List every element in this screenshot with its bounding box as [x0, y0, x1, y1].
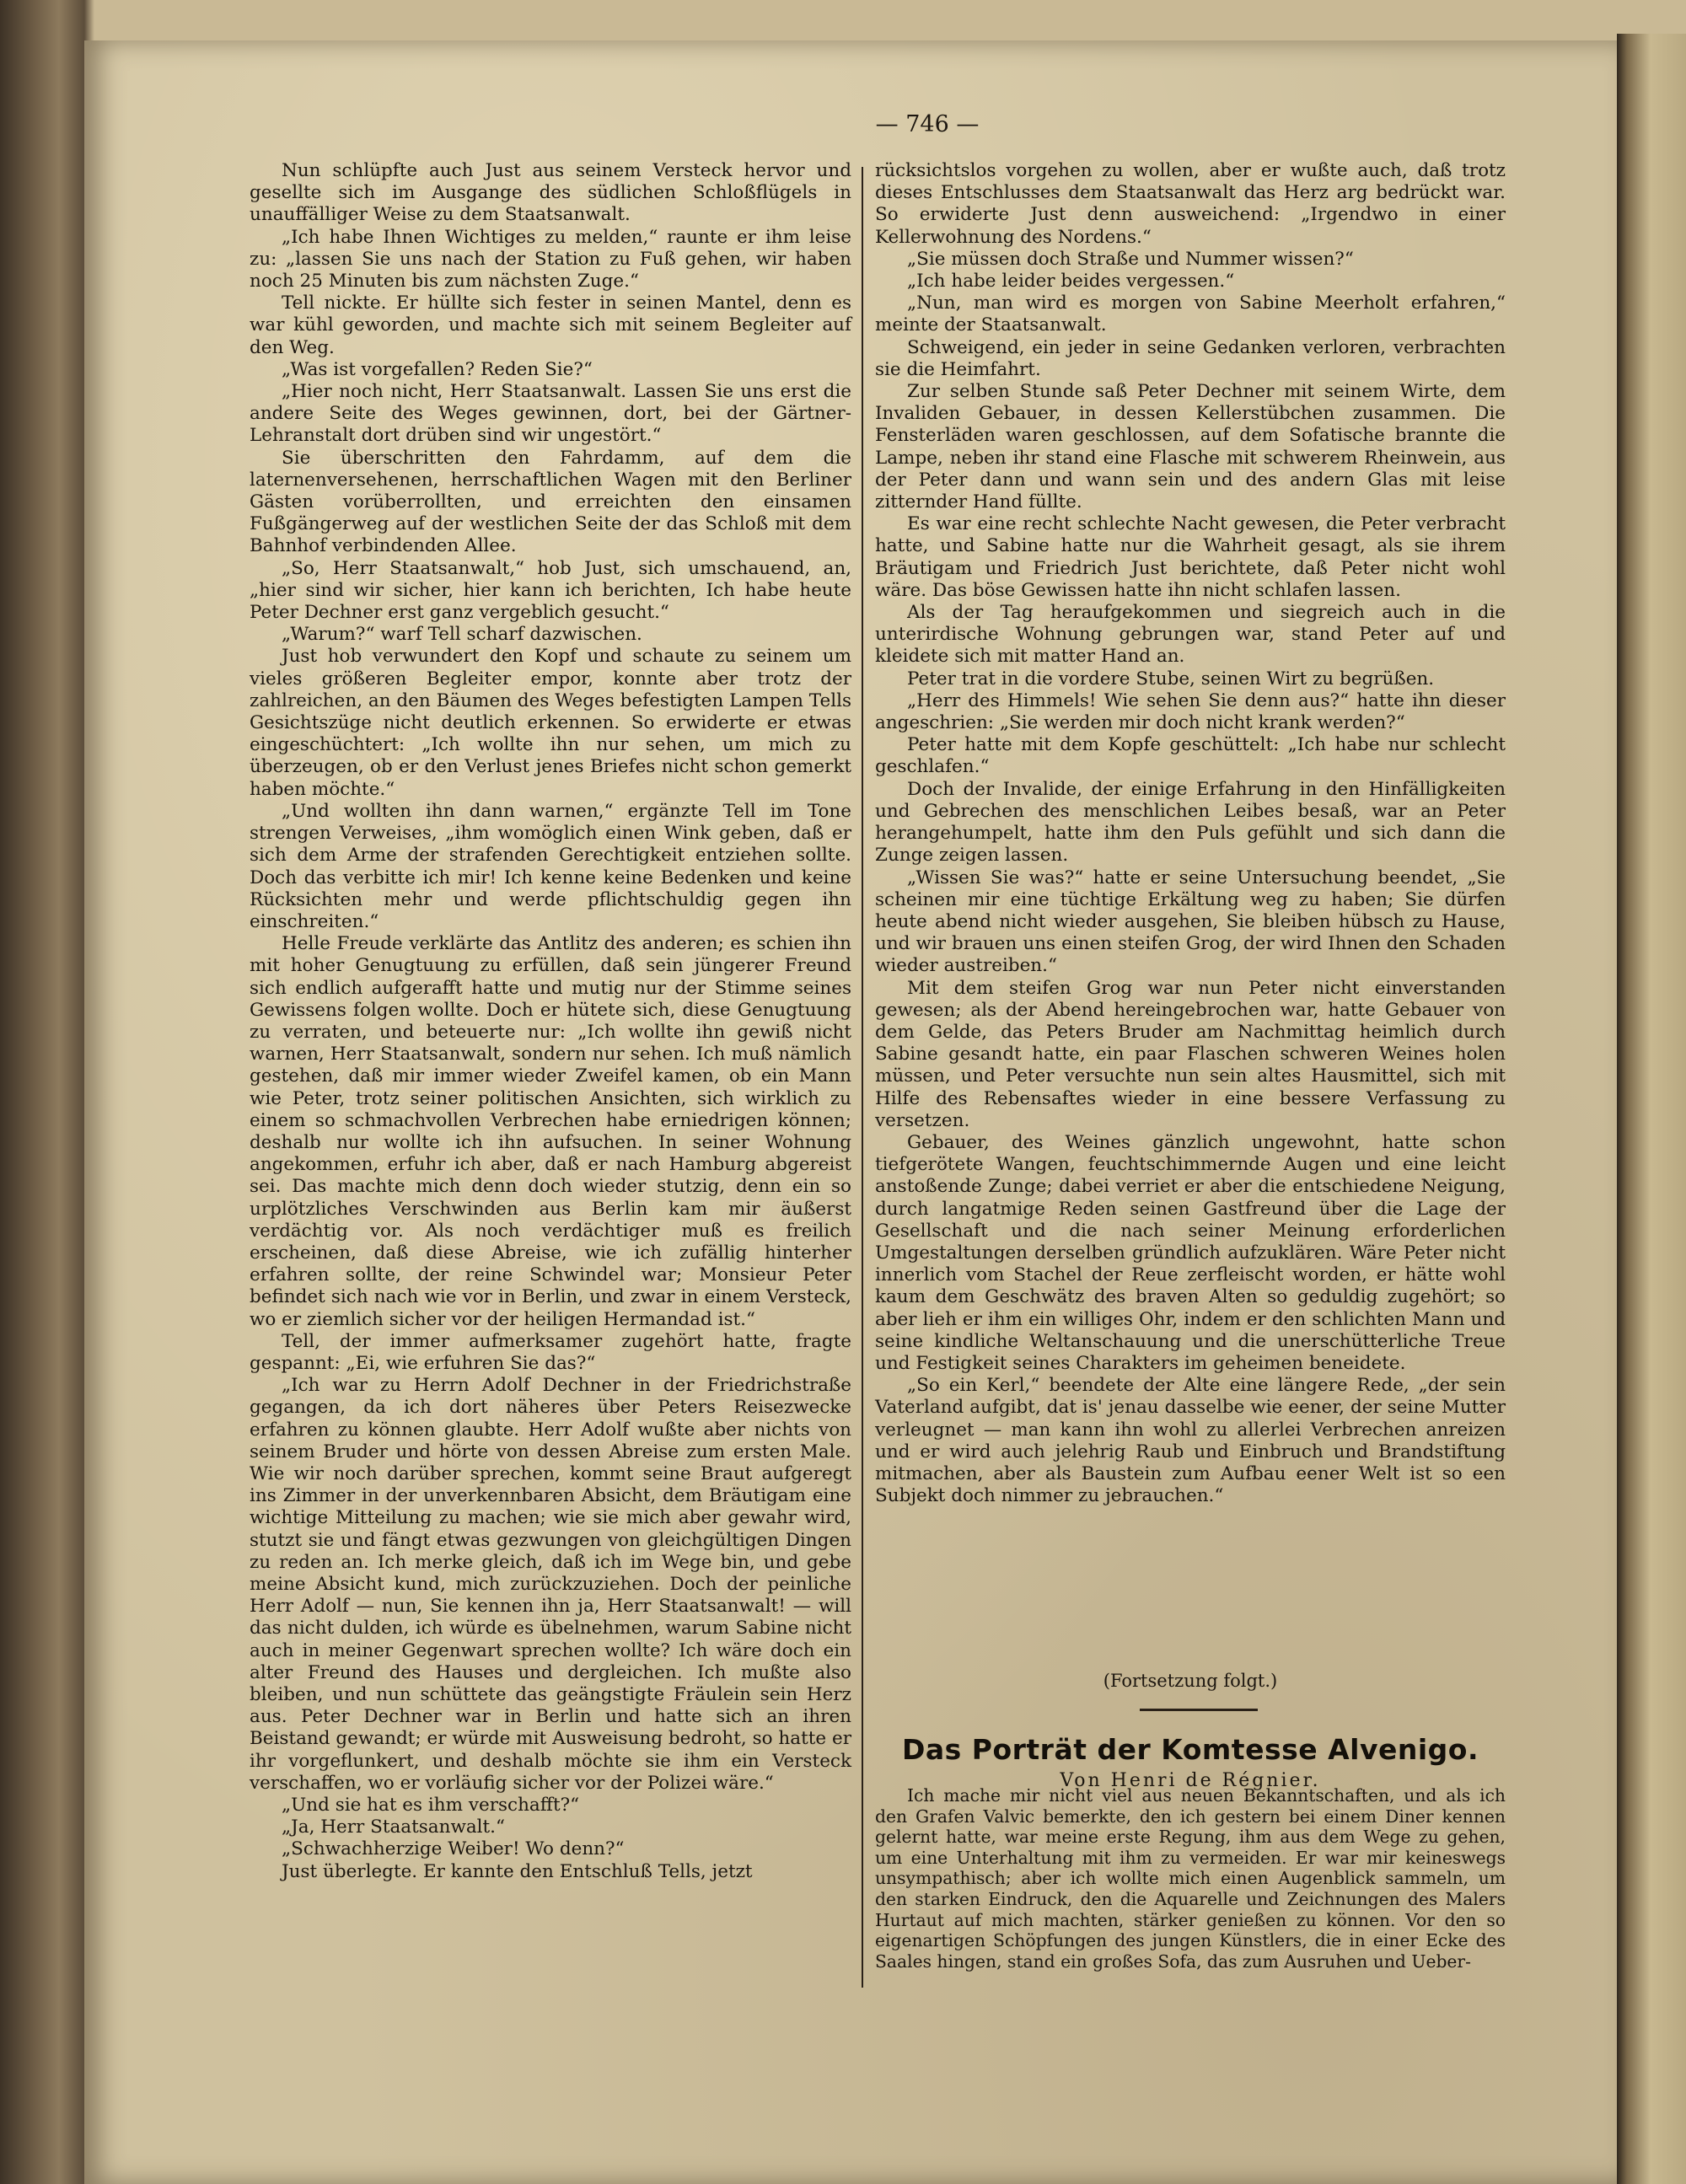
- paragraph: „So, Herr Staatsanwalt,“ hob Just, sich umschauend, an, „hier sind wir sicher, hier kann ich berichten, Ich habe heute Peter Dechner erst ganz vergeblich gesucht.“: [250, 557, 851, 624]
- paragraph: Ich mache mir nicht viel aus neuen Bekanntschaften, und als ich den Grafen Valvic bemerkte, den ich gestern bei einem Diner kennen gelernt hatte, war meine erste Regung, ihm aus dem Wege zu gehen, um eine Unterhaltung mit ihm zu vermeiden. Er war mir keineswegs unsympathisch; aber ich wollte mich einen Augenblick sammeln, um den starken Eindruck, den die Aquarelle und Zeichnungen des Malers Hurtaut auf mich machten, stärker genießen zu können. Vor den so eigenartigen Schöpfungen des jungen Künstlers, die in einer Ecke des Saales hingen, stand ein großes Sofa, das zum Ausruhen und Ueber-: [875, 1785, 1506, 1972]
- story-body: [875, 1785, 1506, 1972]
- story-author: Von Henri de Régnier.: [1060, 1770, 1321, 1791]
- paragraph: Peter hatte mit dem Kopfe geschüttelt: „Ich habe nur schlecht geschlafen.“: [875, 734, 1506, 778]
- paragraph: „Ich habe leider beides vergessen.“: [907, 271, 1235, 292]
- paragraph: Doch der Invalide, der einige Erfahrung in den Hinfälligkeiten und Gebrechen des menschlichen Leibes besaß, war an Peter herangehumpelt, hatte ihm den Puls gefühlt und sich dann die Zunge zeigen lassen.: [875, 778, 1506, 867]
- adjacent-page-edge: [1617, 34, 1686, 2184]
- paragraph: „Ich war zu Herrn Adolf Dechner in der Friedrichstraße gegangen, da ich dort näheres über Peters Reisezwecke erfahren zu können glaubte. Herr Adolf wußte aber nichts von seinem Bruder und hörte von dessen Abreise zum ersten Male. Wie wir noch darüber sprechen, kommt seine Braut aufgeregt ins Zimmer in der unverkennbaren Absicht, dem Bräutigam eine wichtige Mitteilung zu machen; wie sie mich aber gewahr wird, stutzt sie und fängt etwas gezwungen von gleichgültigen Dingen zu reden an. Ich merke gleich, daß ich im Wege bin, und gebe meine Absicht kund, mich zurückzuziehen. Doch der peinliche Herr Adolf — nun, Sie kennen ihn ja, Herr Staatsanwalt! — will das nicht dulden, ich würde es übelnehmen, warum Sabine nicht auch in meiner Gegenwart sprechen wollte? Ich wäre doch ein alter Freund des Hauses und dergleichen. Ich mußte also bleiben, und nun schüttete das geängstigte Fräulein sein Herz aus. Peter Dechner war in Berlin und hatte sich an ihren Beistand gewandt; er würde mit Ausweisung bedroht, so hatte er ihr vorgeflunkert, und deshalb möchte sie ihm ein Versteck verschaffen, wo er vorläufig sicher vor der Polizei wäre.“: [250, 1375, 851, 1794]
- column-divider: [862, 167, 863, 1988]
- paragraph: „Wissen Sie was?“ hatte er seine Untersuchung beendet, „Sie scheinen mir eine tüchtige Erkältung weg zu haben; Sie dürfen heute abend nicht wieder ausgehen, Sie bleiben hübsch zu Hause, und wir brauen uns einen steifen Grog, der wird Ihnen den Schaden wieder austreiben.“: [875, 867, 1506, 977]
- paragraph: „Und wollten ihn dann warnen,“ ergänzte Tell im Tone strengen Verweises, „ihm womöglich einen Wink geben, daß er sich dem Arme der strafenden Gerechtigkeit entziehen sollte. Doch das verbitte ich mir! Ich kenne keine Bedenken und keine Rücksichten mehr und werde pflichtschuldig gegen ihn einschreiten.“: [250, 800, 851, 932]
- paragraph: Mit dem steifen Grog war nun Peter nicht einverstanden gewesen; als der Abend hereingebrochen war, hatte Gebauer von dem Gelde, das Peters Bruder am Nachmittag heimlich durch Sabine gesandt hatte, ein paar Flaschen schweren Weines holen müssen, und Peter versuchte nun sein altes Hausmittel, sich mit Hilfe des Rebensaftes wieder in eine bessere Verfassung zu versetzen.: [875, 977, 1506, 1131]
- paragraph: „Sie müssen doch Straße und Nummer wissen?“: [907, 248, 1354, 270]
- paragraph: Gebauer, des Weines gänzlich ungewohnt, hatte schon tiefgerötete Wangen, feuchtschimmernde Augen und eine leicht anstoßende Zunge; dabei verriet er aber die entschiedene Neigung, durch langatmige Reden seinen Gastfreund über die Lage der Gesellschaft und die nach seiner Meinung erforderlichen Umgestaltungen derselben gründlich aufzuklären. Wäre Peter nicht innerlich vom Stachel der Reue zerfleischt worden, er hätte wohl kaum dem Geschwätz des braven Alten so geduldig zugehört; so aber lieh er ihm ein williges Ohr, indem er den schlichten Mann und seine kindliche Weltanschauung und die unerschütterliche Treue und Festigkeit seines Charakters im geheimen beneidete.: [875, 1131, 1506, 1374]
- paragraph: „Was ist vorgefallen? Reden Sie?“: [282, 358, 593, 380]
- story-title: Das Porträt der Komtesse Alvenigo.: [901, 1733, 1479, 1766]
- paragraph: „Ich habe Ihnen Wichtiges zu melden,“ raunte er ihm leise zu: „lassen Sie uns nach der Station zu Fuß gehen, wir haben noch 25 Minuten bis zum nächsten Zuge.“: [250, 226, 851, 292]
- right-column: [875, 160, 1506, 1507]
- paragraph: „Ja, Herr Staatsanwalt.“: [282, 1816, 506, 1838]
- paragraph: Nun schlüpfte auch Just aus seinem Versteck hervor und gesellte sich im Ausgange des südlichen Schloßflügels in unauffälliger Weise zu dem Staatsanwalt.: [250, 160, 851, 226]
- paragraph: Sie überschritten den Fahrdamm, auf dem die laternenversehenen, herrschaftlichen Wagen mit den Berliner Gästen vorüberrollten, und erreichten den einsamen Fußgängerweg auf der westlichen Seite der das Schloß mit dem Bahnhof verbindenden Allee.: [250, 447, 851, 557]
- page-number: — 746 —: [875, 111, 980, 137]
- paragraph: „So ein Kerl,“ beendete der Alte eine längere Rede, „der sein Vaterland aufgibt, dat is' jenau dasselbe wie eener, der seine Mutter verleugnet — man kann ihn wohl zu allerlei Verbrechen anreizen und er wird auch jelehrig Raub und Einbruch und Brandstiftung mitmachen, aber als Baustein zum Aufbau eener Welt ist so een Subjekt doch nimmer zu jebrauchen.“: [875, 1375, 1506, 1507]
- left-column: [250, 160, 851, 1883]
- paragraph: „Schwachherzige Weiber! Wo denn?“: [282, 1838, 625, 1860]
- paragraph: Tell, der immer aufmerksamer zugehört hatte, fragte gespannt: „Ei, wie erfuhren Sie das?“: [250, 1330, 851, 1374]
- paragraph: Als der Tag heraufgekommen und siegreich auch in die unterirdische Wohnung gebrungen war, stand Peter auf und kleidete sich mit matter Hand an.: [875, 602, 1506, 668]
- paragraph: Tell nickte. Er hüllte sich fester in seinen Mantel, denn es war kühl geworden, und machte sich mit seinem Begleiter auf den Weg.: [250, 292, 851, 358]
- paragraph: „Nun, man wird es morgen von Sabine Meerholt erfahren,“ meinte der Staatsanwalt.: [875, 292, 1506, 336]
- paragraph: „Und sie hat es ihm verschafft?“: [282, 1795, 580, 1816]
- continued-note: (Fortsetzung folgt.): [1103, 1671, 1278, 1691]
- paragraph: Just hob verwundert den Kopf und schaute zu seinem um vieles größeren Begleiter empor, konnte aber trotz der zahlreichen, an den Bäumen des Weges befestigten Lampen Tells Gesichtszüge nicht deutlich erkennen. So erwiderte er etwas eingeschüchtert: „Ich wollte ihn nur sehen, um mich zu überzeugen, ob er den Verlust jenes Briefes nicht schon gemerkt haben möchte.“: [250, 646, 851, 800]
- section-divider: [1140, 1709, 1258, 1711]
- paragraph: rücksichtslos vorgehen zu wollen, aber er wußte auch, daß trotz dieses Entschlusses dem Staatsanwalt das Herz arg bedrückt war. So erwiderte Just denn ausweichend: „Irgendwo in einer Kellerwohnung des Nordens.“: [875, 160, 1506, 248]
- paragraph: Schweigend, ein jeder in seine Gedanken verloren, verbrachten sie die Heimfahrt.: [875, 336, 1506, 380]
- paragraph: „Herr des Himmels! Wie sehen Sie denn aus?“ hatte ihn dieser angeschrien: „Sie werden mir doch nicht krank werden?“: [875, 690, 1506, 734]
- paragraph: Just überlegte. Er kannte den Entschluß Tells, jetzt: [282, 1860, 753, 1882]
- paragraph: Es war eine recht schlechte Nacht gewesen, die Peter verbracht hatte, und Sabine hatte nur die Wahrheit gesagt, als sie ihrem Bräutigam und Friedrich Just berichtete, daß Peter nicht wohl wäre. Das böse Gewissen hatte ihn nicht schlafen lassen.: [875, 513, 1506, 601]
- paragraph: „Warum?“ warf Tell scharf dazwischen.: [282, 624, 642, 646]
- paragraph: Helle Freude verklärte das Antlitz des anderen; es schien ihn mit hoher Genugtuung zu erfüllen, daß sein jüngerer Freund sich endlich aufgerafft hatte und mutig nur der Stimme seines Gewissens folgen wollte. Doch er hütete sich, diese Genugtuung zu verraten, und beteuerte nur: „Ich wollte ihn gewiß nicht warnen, Herr Staatsanwalt, sondern nur sehen. Ich muß nämlich gestehen, daß mir immer wieder Zweifel kamen, ob ein Mann wie Peter, trotz seiner politischen Ansichten, sich wirklich zu einem so schmachvollen Verbrechen habe erniedrigen können; deshalb nur wollte ich ihn aufsuchen. In seiner Wohnung angekommen, erfuhr ich aber, daß er nach Hamburg abgereist sei. Das machte mich denn doch wieder stutzig, denn ein so urplötzliches Verschwinden aus Berlin kam mir äußerst verdächtig vor. Als noch verdächtiger muß es freilich erscheinen, daß diese Abreise, wie ich zufällig hinterher erfahren sollte, der reine Schwindel war; Monsieur Peter befindet sich nach wie vor in Berlin, und zwar in einem Versteck, wo er ziemlich sicher vor der heiligen Hermandad ist.“: [250, 933, 851, 1330]
- paragraph: Peter trat in die vordere Stube, seinen Wirt zu begrüßen.: [907, 668, 1435, 690]
- paragraph: Zur selben Stunde saß Peter Dechner mit seinem Wirte, dem Invaliden Gebauer, in dessen Kellerstübchen zusammen. Die Fensterläden waren geschlossen, auf dem Sofatische brannte die Lampe, neben ihr stand eine Flasche mit schwerem Rheinwein, aus der Peter dann und wann sein und des andern Glas mit leise zitternder Hand füllte.: [875, 381, 1506, 513]
- paragraph: „Hier noch nicht, Herr Staatsanwalt. Lassen Sie uns erst die andere Seite des Weges gewinnen, dort, bei der Gärtner-Lehranstalt dort drüben sind wir ungestört.“: [250, 381, 851, 447]
